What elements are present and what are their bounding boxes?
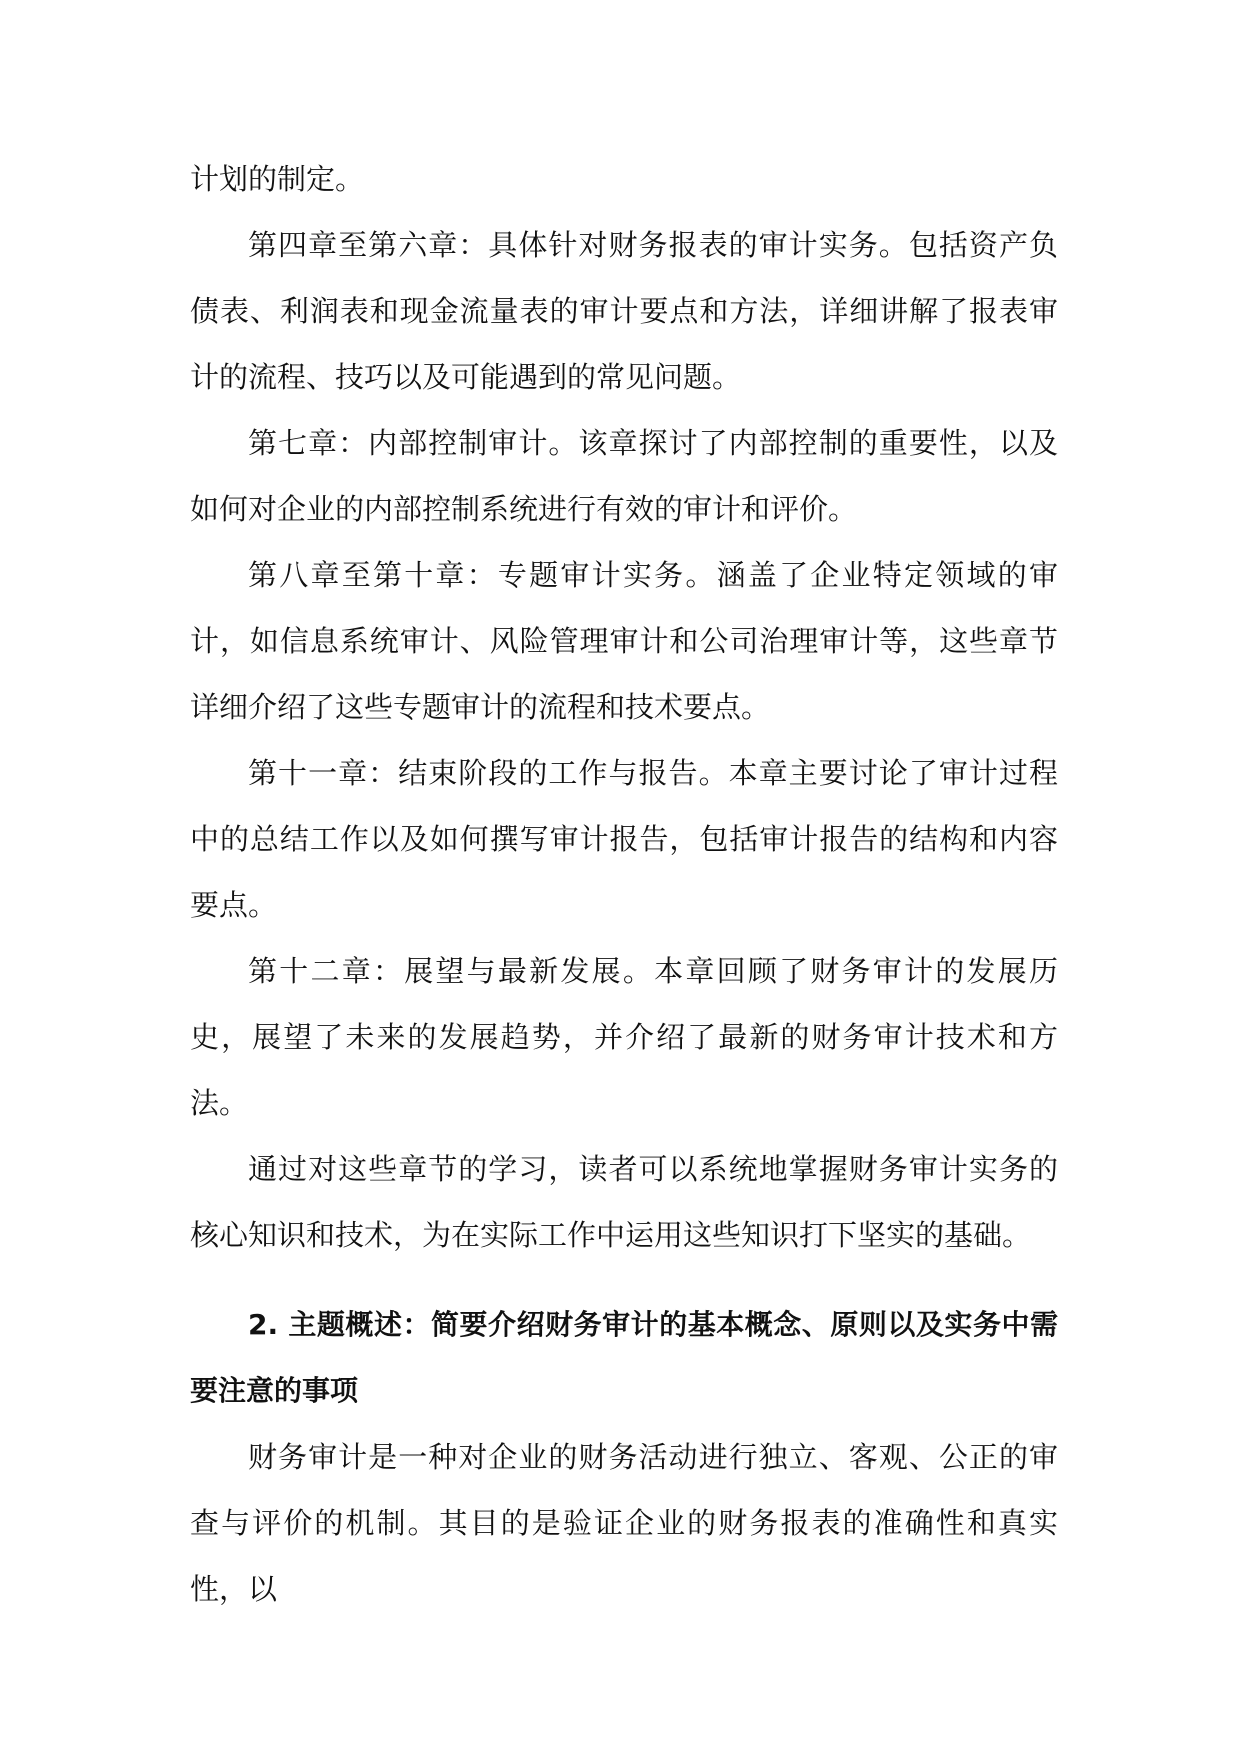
paragraph-chapter-11: 第十一章：结束阶段的工作与报告。本章主要讨论了审计过程中的总结工作以及如何撰写审计报告，包括审计报告的结构和内容要点。 <box>190 756 1058 922</box>
section-heading: 2. 主题概述：简要介绍财务审计的基本概念、原则以及实务中需要注意的事项 <box>190 1308 1058 1407</box>
document-body <box>190 146 1058 1622</box>
paragraph-chapter-12: 第十二章：展望与最新发展。本章回顾了财务审计的发展历史，展望了未来的发展趋势，并介绍了最新的财务审计技术和方法。 <box>190 954 1058 1120</box>
paragraph-chapter-7: 第七章：内部控制审计。该章探讨了内部控制的重要性，以及如何对企业的内部控制系统进行有效的审计和评价。 <box>190 426 1058 526</box>
paragraph-chapters-4-6: 第四章至第六章：具体针对财务报表的审计实务。包括资产负债表、利润表和现金流量表的审计要点和方法，详细讲解了报表审计的流程、技巧以及可能遇到的常见问题。 <box>190 228 1058 394</box>
paragraph-summary: 通过对这些章节的学习，读者可以系统地掌握财务审计实务的核心知识和技术，为在实际工作中运用这些知识打下坚实的基础。 <box>190 1152 1058 1252</box>
paragraph-continuation: 计划的制定。 <box>190 162 365 196</box>
paragraph-audit-definition: 财务审计是一种对企业的财务活动进行独立、客观、公正的审查与评价的机制。其目的是验证企业的财务报表的准确性和真实性，以 <box>190 1440 1058 1606</box>
paragraph-chapters-8-10: 第八章至第十章：专题审计实务。涵盖了企业特定领域的审计，如信息系统审计、风险管理审计和公司治理审计等，这些章节详细介绍了这些专题审计的流程和技术要点。 <box>190 558 1058 724</box>
